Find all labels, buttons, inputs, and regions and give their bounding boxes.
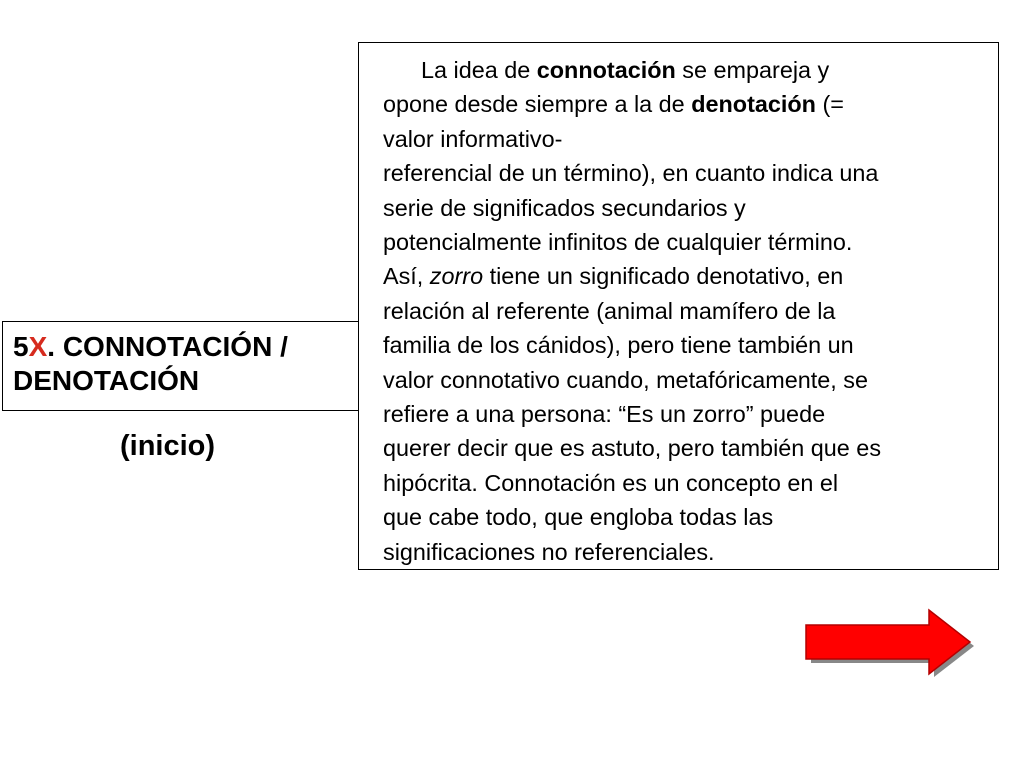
text-line: opone desde siempre a la de denotación (= (383, 91, 844, 118)
definition-paragraph (383, 53, 990, 569)
text-line: valor connotativo cuando, metafóricamente, se (383, 366, 868, 393)
title-line2: DENOTACIÓN (13, 365, 200, 396)
slide-subtitle: (inicio) (120, 430, 216, 462)
definition-text-box (358, 42, 999, 570)
text-line: que cabe todo, que engloba todas las (383, 504, 774, 531)
title-accent-letter: X (28, 331, 48, 362)
text-line: refiere a una persona: “Es un zorro” puede (383, 401, 826, 428)
title-number: 5 (13, 331, 29, 362)
text-line: valor informativo- (383, 125, 563, 152)
term-denotacion: denotación (691, 91, 816, 118)
text-line: querer decir que es astuto, pero también que es (383, 435, 882, 462)
slide-title (2, 321, 358, 411)
example-word-zorro: zorro (429, 263, 484, 290)
text-line: potencialmente infinitos de cualquier término. (383, 229, 853, 256)
right-arrow-icon (806, 610, 974, 677)
text-line: Así, zorro tiene un significado denotativo, en (383, 263, 844, 290)
text-line: referencial de un término), en cuanto indica una (383, 160, 879, 187)
text-line: serie de significados secundarios y (383, 194, 746, 221)
text-line: hipócrita. Connotación es un concepto en el (383, 469, 839, 496)
title-line1: . CONNOTACIÓN / (47, 331, 288, 362)
text-line: significaciones no referenciales. (383, 538, 715, 565)
next-slide-arrow-button[interactable] (804, 608, 976, 678)
text-line: familia de los cánidos), pero tiene también un (383, 332, 854, 359)
term-connotacion: connotación (536, 57, 676, 83)
text-line: La idea de connotación se empareja y (421, 57, 830, 83)
text-line: relación al referente (animal mamífero de la (383, 297, 836, 324)
